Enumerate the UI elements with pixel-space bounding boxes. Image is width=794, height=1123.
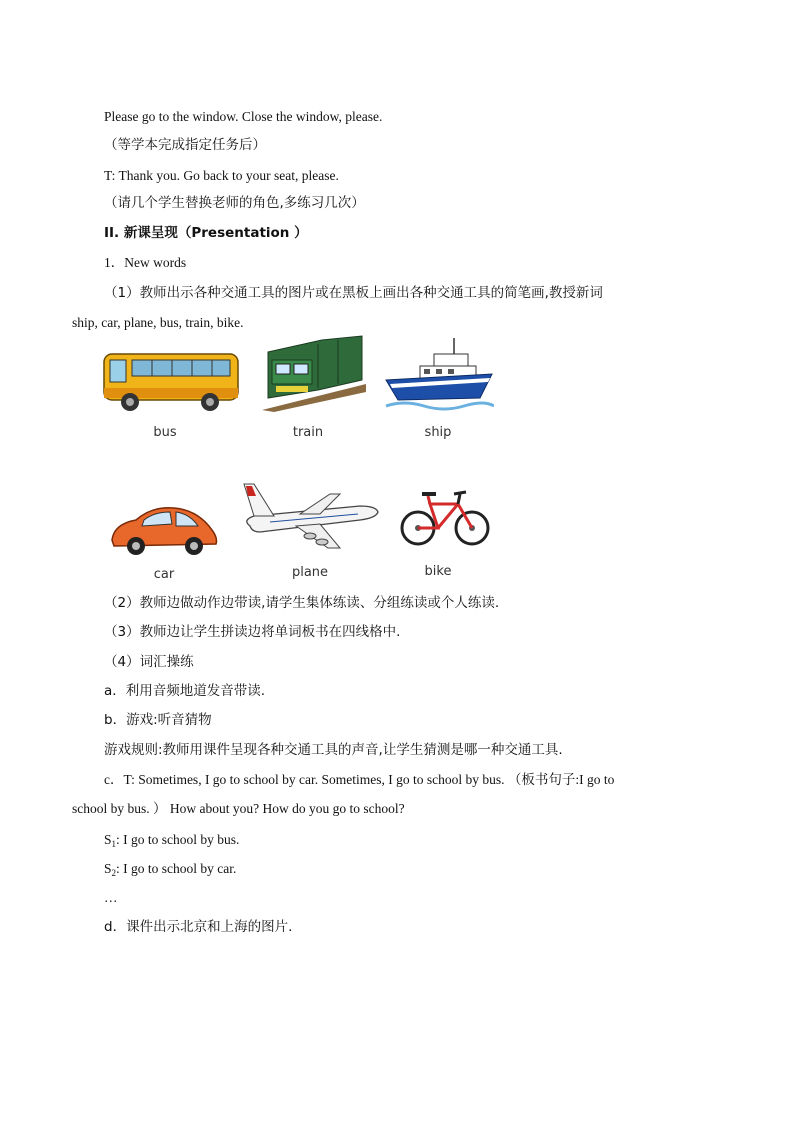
speaker-s2-text: : I go to school by car. xyxy=(116,861,237,876)
text-line-window: Please go to the window. Close the window, please. xyxy=(104,109,383,124)
speaker-s1: S xyxy=(104,832,112,847)
caption-bike: bike xyxy=(424,564,452,579)
ship-image xyxy=(384,336,494,414)
bike-image xyxy=(400,486,490,548)
subheading-new-words: 1．New words xyxy=(104,255,187,270)
text-line-item-c-cont: school by bus. ） How about you? How do you go to school? xyxy=(72,801,405,816)
text-line-step-3: （3）教师边让学生拼读边将单词板书在四线格中. xyxy=(104,624,401,640)
plane-image xyxy=(240,470,380,552)
text-line-s2 xyxy=(104,860,236,882)
car-image xyxy=(108,500,220,558)
section-heading-presentation: II. 新课呈现（Presentation ） xyxy=(104,225,308,241)
text-line-note-task: （等学本完成指定任务后） xyxy=(104,137,266,153)
text-line-note-roles: （请几个学生替换老师的角色,多练习几次） xyxy=(104,195,365,211)
text-line-thank-you: T: Thank you. Go back to your seat, please. xyxy=(104,168,339,183)
caption-train: train xyxy=(292,425,324,440)
text-line-item-b: b．游戏:听音猜物 xyxy=(104,712,212,728)
caption-ship: ship xyxy=(424,425,452,440)
speaker-s1-text: : I go to school by bus. xyxy=(116,832,240,847)
text-line-game-rules: 游戏规则:教师用课件呈现各种交通工具的声音,让学生猜测是哪一种交通工具. xyxy=(104,742,563,758)
speaker-s2: S xyxy=(104,861,112,876)
text-line-step-4: （4）词汇操练 xyxy=(104,654,194,670)
caption-plane: plane xyxy=(291,565,329,580)
text-line-s1 xyxy=(104,831,239,853)
speaker-s2-subscript: 2 xyxy=(111,868,117,878)
train-image xyxy=(262,334,366,412)
text-line-item-d: d．课件出示北京和上海的图片. xyxy=(104,919,293,935)
text-line-step-1: （1）教师出示各种交通工具的图片或在黑板上画出各种交通工具的简笔画,教授新词 xyxy=(104,285,603,301)
text-line-ellipsis: … xyxy=(104,890,118,905)
text-line-item-c: c．T: Sometimes, I go to school by car. Sometimes, I go to school by bus. （板书句子:I go to xyxy=(104,772,615,787)
speaker-s1-subscript: 1 xyxy=(111,839,117,849)
bus-image xyxy=(102,348,242,414)
caption-bus: bus xyxy=(153,425,177,440)
text-line-step-2: （2）教师边做动作边带读,请学生集体练读、分组练读或个人练读. xyxy=(104,595,500,611)
text-line-item-a: a．利用音频地道发音带读. xyxy=(104,683,266,699)
caption-car: car xyxy=(153,567,175,582)
text-line-word-list: ship, car, plane, bus, train, bike. xyxy=(72,315,244,330)
